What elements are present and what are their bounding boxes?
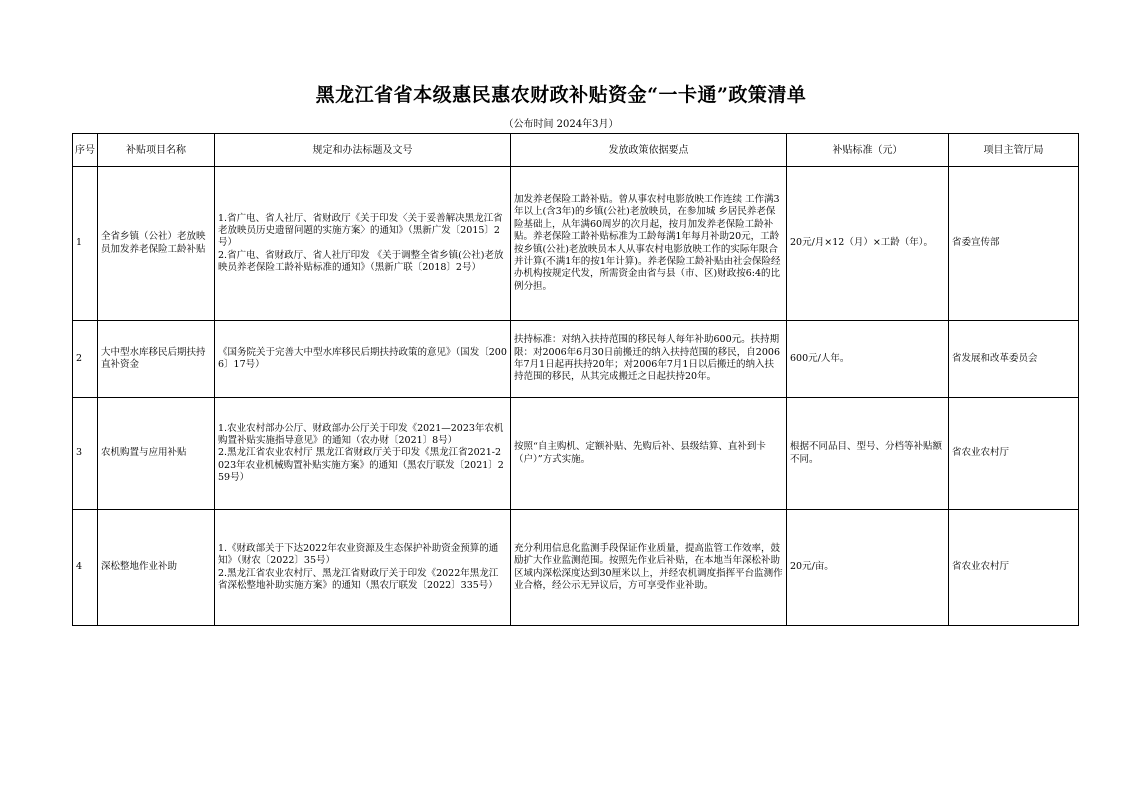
department: 省委宣传部	[949, 167, 1079, 321]
table-row	[73, 398, 1079, 510]
regulation-doc: 1.《财政部关于下达2022年农业资源及生态保护补助资金预算的通知》（财农〔2022〕35号）	[218, 542, 499, 567]
subsidy-standard: 20元/月×12（月）×工龄（年）。	[787, 167, 949, 321]
header-name: 补贴项目名称	[98, 134, 215, 167]
subsidy-name: 农机购置与应用补贴	[98, 398, 215, 510]
regulation-docs	[215, 398, 511, 510]
policy-basis: 按照“自主购机、定额补贴、先购后补、县级结算、直补到卡（户）”方式实施。	[511, 398, 787, 510]
subsidy-standard: 600元/人年。	[787, 321, 949, 398]
table-header-row	[73, 134, 1079, 167]
regulation-docs	[215, 321, 511, 398]
policy-basis: 充分利用信息化监测手段保证作业质量，提高监管工作效率，鼓励扩大作业监测范围。按照先作业后补贴，在本地当年深松补助区域内深松深度达到30厘米以上，并经农机调度指挥平台监测作业合格，经公示无异议后，方可享受作业补助。	[511, 510, 787, 626]
publish-date: （公布时间 2024年3月）	[503, 119, 619, 130]
policy-basis: 加发养老保险工龄补贴。曾从事农村电影放映工作连续 工作满3年以上(含3年)的乡镇(公社)老放映员，在参加城 乡居民养老保险基础上，从年满60周岁的次月起，按月加发养老保险工龄补贴。养老保险工龄补贴标准为工龄每满1年每月补助20元，工龄按乡镇(公社)老放映员本人从事农村电影放映工作的实际年限合并计算(不满1年的按1年计算)。养老保险工龄补贴由社会保险经办机构按规定代发，所需资金由省与县（市、区)财政按6:4的比例分担。	[511, 167, 787, 321]
header-basis: 发放政策依据要点	[511, 134, 787, 167]
header-dept: 项目主管厅局	[949, 134, 1079, 167]
subsidy-name: 深松整地作业补助	[98, 510, 215, 626]
subsidy-standard: 根据不同品目、型号、分档等补贴额不同。	[787, 398, 949, 510]
header-standard: 补贴标准（元）	[787, 134, 949, 167]
table-row	[73, 167, 1079, 321]
department: 省农业农村厅	[949, 398, 1079, 510]
regulation-doc: 1.农业农村部办公厅、财政部办公厅关于印发《2021—2023年农机购置补贴实施指导意见》的通知（农办财〔2021〕8号）	[218, 422, 504, 446]
regulation-doc: 2.黑龙江省农业农村厅 黑龙江省财政厅关于印发《黑龙江省2021-2023年农业机械购置补贴实施方案》的通知（黑农厅联发〔2021〕259号）	[218, 447, 504, 484]
table-row	[73, 321, 1079, 398]
subsidy-standard: 20元/亩。	[787, 510, 949, 626]
subsidy-name: 全省乡镇（公社）老放映员加发养老保险工龄补贴	[98, 167, 215, 321]
regulation-doc: 《国务院关于完善大中型水库移民后期扶持政策的意见》（国发〔2006〕17号）	[218, 346, 507, 370]
row-no: 2	[73, 321, 98, 398]
subsidy-name: 大中型水库移民后期扶持直补资金	[98, 321, 215, 398]
header-no: 序号	[73, 134, 98, 167]
row-no: 4	[73, 510, 98, 626]
regulation-doc: 2.省广电、省财政厅、省人社厅印发 《关于调整全省乡镇(公社)老放映员养老保险工龄补贴标准的通知》（黑新广联〔2018〕2号）	[218, 249, 504, 274]
department: 省发展和改革委员会	[949, 321, 1079, 398]
table-row	[73, 510, 1079, 626]
regulation-docs	[215, 167, 511, 321]
regulation-doc: 1.省广电、省人社厅、省财政厅《关于印发〈关于妥善解决黑龙江省老放映员历史遗留问题的实施方案〉的通知》（黑新广发〔2015〕2号）	[218, 212, 503, 249]
department: 省农业农村厅	[949, 510, 1079, 626]
row-no: 3	[73, 398, 98, 510]
regulation-docs	[215, 510, 511, 626]
regulation-doc: 2.黑龙江省农业农村厅、黑龙江省财政厅关于印发《2022年黑龙江省深松整地补助实施方案》的通知（黑农厅联发〔2022〕335号）	[218, 567, 499, 591]
row-no: 1	[73, 167, 98, 321]
policy-table	[72, 133, 1079, 626]
policy-basis: 扶持标准：对纳入扶持范围的移民每人每年补助600元。扶持期限：对2006年6月30日前搬迁的纳入扶持范围的移民，自2006年7月1日起再扶持20年；对2006年7月1日以后搬迁的纳入扶持范围的移民，从其完成搬迁之日起扶持20年。	[511, 321, 787, 398]
document-title: 黑龙江省省本级惠民惠农财政补贴资金“一卡通”政策清单	[315, 84, 807, 106]
header-docs: 规定和办法标题及文号	[215, 134, 511, 167]
